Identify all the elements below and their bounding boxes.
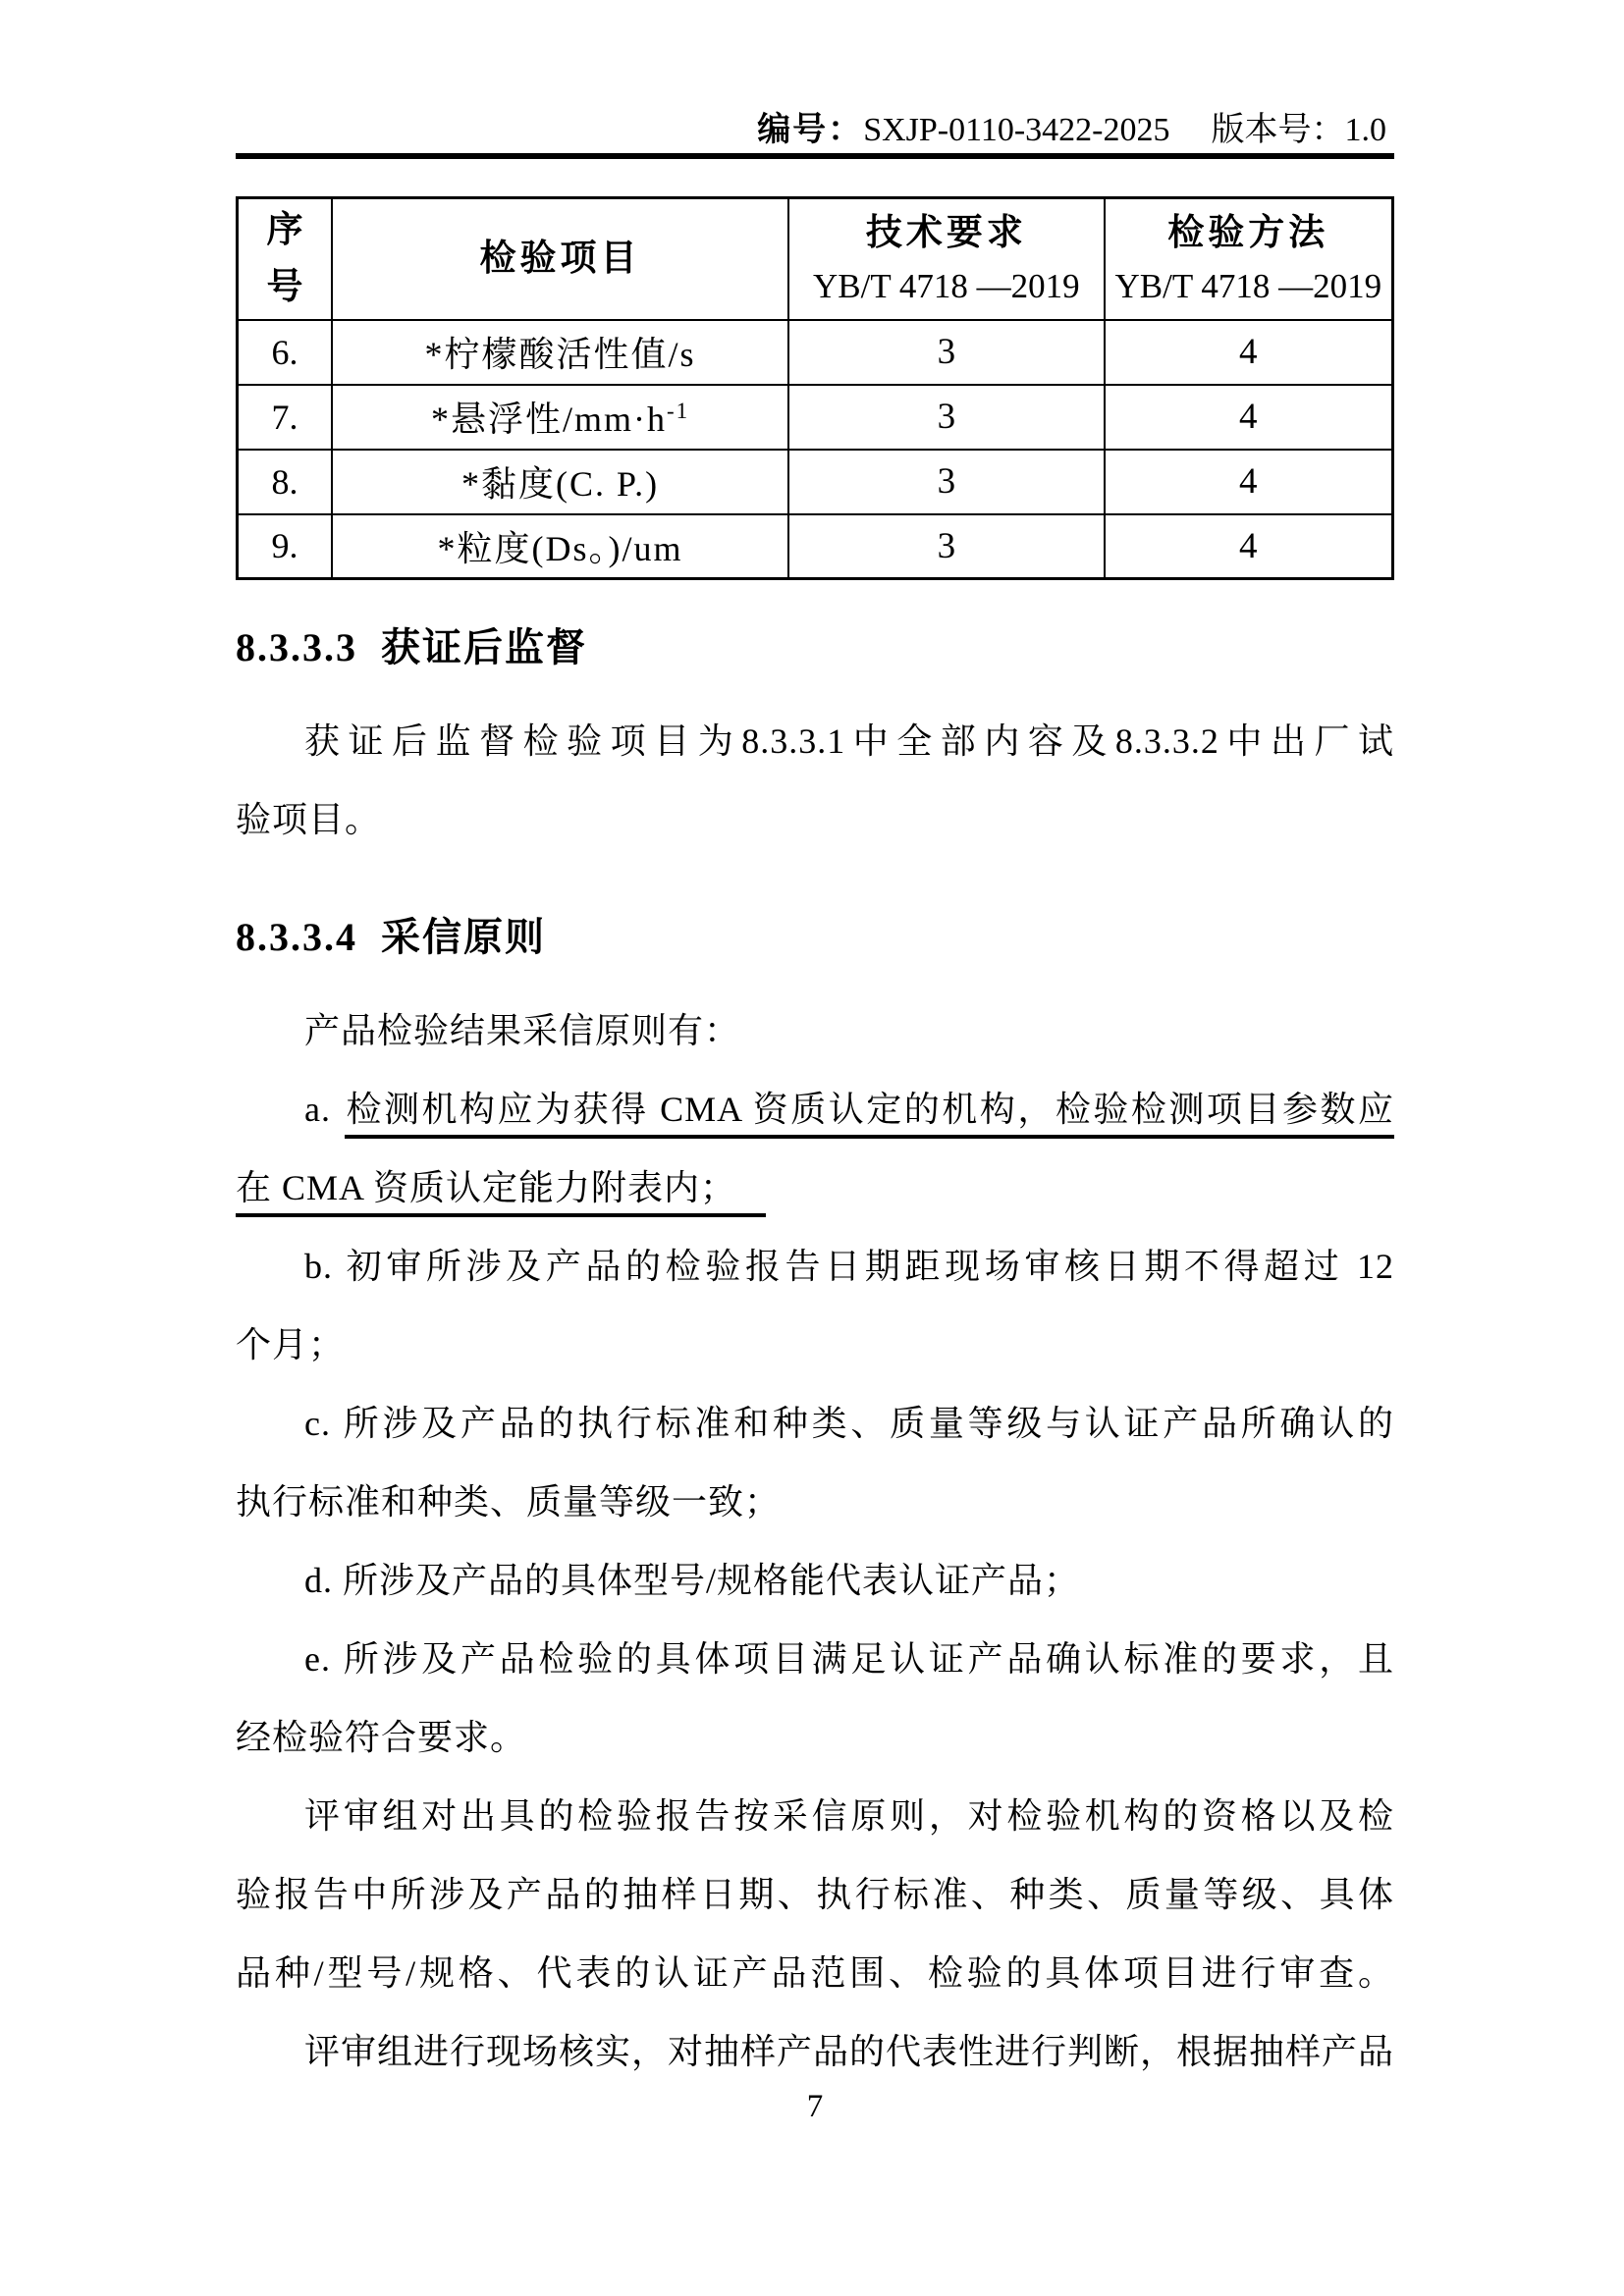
header-cell-item [332, 198, 788, 320]
method-header-standard: YB/T 4718 —2019 [1114, 266, 1382, 305]
version-label: 版本号： [1211, 112, 1345, 148]
header-cell-requirement [788, 198, 1104, 320]
item-header-label: 检验项目 [479, 238, 641, 279]
section-heading-8333: 8.3.3.3 获证后监督 [236, 625, 587, 669]
row-method-cell: 4 [1105, 514, 1393, 579]
header-cell-seq [238, 198, 332, 320]
table-row [238, 320, 1393, 385]
header-cell-method [1105, 198, 1393, 320]
document-body [236, 618, 1394, 2091]
doc-number-value: SXJP-0110-3422-2025 [863, 112, 1170, 148]
row-method-cell: 4 [1105, 385, 1393, 450]
paragraph-acceptance-principles [236, 991, 1394, 2091]
list-item-d: d. 所涉及产品的具体型号/规格能代表认证产品； [304, 1561, 1081, 1600]
section-heading-8334: 8.3.3.4 采信原则 [236, 915, 546, 959]
list-item-c-line2: 执行标准和种类、质量等级一致； [236, 1482, 782, 1522]
row-item-cell [332, 385, 788, 450]
requirement-header-title: 技术要求 [865, 212, 1027, 253]
doc-header [236, 102, 1386, 150]
seq-header-line2: 号 [266, 266, 303, 307]
row-method-cell: 4 [1105, 320, 1393, 385]
row-requirement-cell: 3 [788, 320, 1104, 385]
row-requirement-cell: 3 [788, 385, 1104, 450]
row-no-cell: 8. [238, 450, 332, 514]
row-item-cell: *粒度(Ds。)/um [332, 514, 788, 579]
row-requirement-cell: 3 [788, 514, 1104, 579]
list-item-e-line2: 经检验符合要求。 [236, 1718, 527, 1757]
text-line: 产品检验结果采信原则有： [304, 1011, 741, 1050]
list-item-a-line1 [236, 1070, 1394, 1148]
text-line: 获证后监督检验项目为8.3.3.1中全部内容及8.3.3.2中出厂试 [304, 721, 1394, 761]
doc-number-label: 编号： [757, 112, 864, 148]
list-item-c-line1: c. 所涉及产品的执行标准和种类、质量等级与认证产品所确认的 [304, 1404, 1394, 1443]
table-header-row [238, 198, 1393, 320]
paragraph-supervision [236, 702, 1394, 859]
text-line: 验项目。 [236, 800, 382, 839]
row-item-cell: *柠檬酸活性值/s [332, 320, 788, 385]
header-rule [236, 153, 1394, 159]
list-item-b-line1: b. 初审所涉及产品的检验报告日期距现场审核日期不得超过 12 [304, 1247, 1394, 1286]
row-no-cell: 7. [238, 385, 332, 450]
row-item-cell: *黏度(C. P.) [332, 450, 788, 514]
list-item-e-line1: e. 所涉及产品检验的具体项目满足认证产品确认标准的要求，且 [304, 1639, 1394, 1679]
table-row [238, 385, 1393, 450]
item-a-underlined-text: 检测机构应为获得 CMA 资质认定的机构，检验检测项目参数应 [345, 1090, 1394, 1139]
version-value: 1.0 [1344, 112, 1386, 148]
row-requirement-cell: 3 [788, 450, 1104, 514]
row-item-superscript: -1 [666, 399, 690, 423]
row-item-text: *悬浮性/mm·h [430, 400, 667, 439]
row-no-cell: 6. [238, 320, 332, 385]
paragraph-review-line2: 验报告中所涉及产品的抽样日期、执行标准、种类、质量等级、具体 [236, 1875, 1394, 1914]
paragraph-review-line1: 评审组对出具的检验报告按采信原则，对检验机构的资格以及检 [304, 1796, 1394, 1836]
list-item-a-line2 [236, 1148, 1394, 1227]
row-no-cell: 9. [238, 514, 332, 579]
paragraph-onsite-line1: 评审组进行现场核实，对抽样产品的代表性进行判断，根据抽样产品 [304, 2032, 1395, 2071]
seq-header-line1: 序 [266, 209, 303, 250]
requirement-header-standard: YB/T 4718 —2019 [813, 266, 1080, 305]
item-a-prefix: a. [304, 1090, 331, 1129]
paragraph-review-line3: 品种/型号/规格、代表的认证产品范围、检验的具体项目进行审查。 [236, 1953, 1394, 1993]
method-header-title: 检验方法 [1167, 212, 1329, 253]
table-row [238, 450, 1393, 514]
inspection-table [236, 196, 1394, 580]
list-item-b-line2: 个月； [236, 1325, 346, 1364]
item-a-underlined-text2: 在 CMA 资质认定能力附表内； [236, 1168, 766, 1217]
page-number: 7 [806, 2089, 824, 2124]
table-row [238, 514, 1393, 579]
row-method-cell: 4 [1105, 450, 1393, 514]
